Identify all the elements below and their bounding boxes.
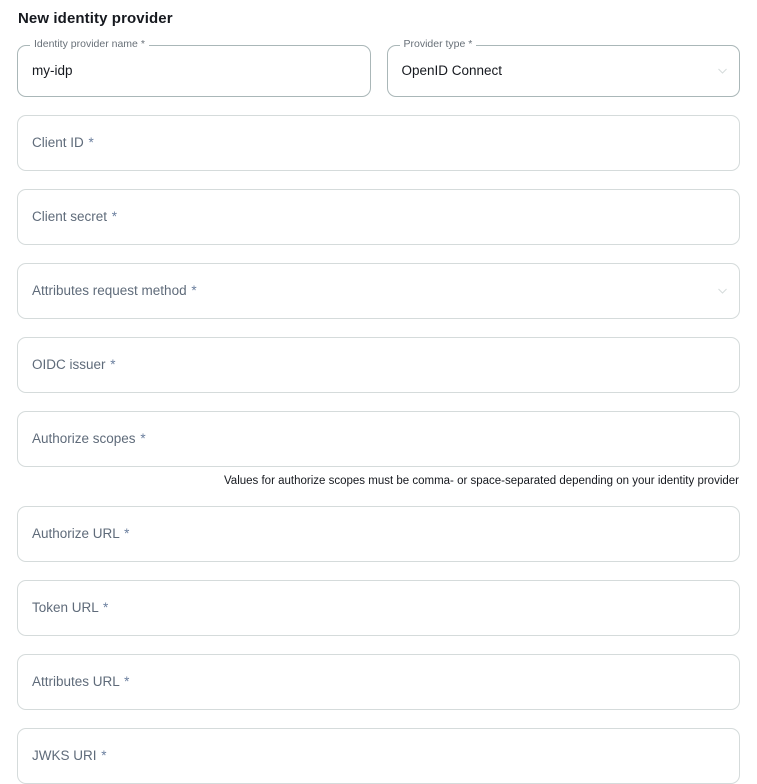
token-url-row xyxy=(17,580,740,636)
chevron-down-icon[interactable] xyxy=(718,67,727,76)
client-secret-row xyxy=(17,189,740,245)
chevron-down-icon[interactable] xyxy=(718,287,727,296)
client-id-input[interactable] xyxy=(17,115,740,171)
authorize-scopes-input[interactable] xyxy=(17,411,740,467)
authorize-scopes-row xyxy=(17,411,740,488)
authorize-scopes-field[interactable] xyxy=(17,411,740,467)
attributes-url-field[interactable] xyxy=(17,654,740,710)
attributes-url-row xyxy=(17,654,740,710)
oidc-issuer-placeholder: OIDC issuer * xyxy=(32,357,116,372)
client-id-field[interactable] xyxy=(17,115,740,171)
attributes-url-placeholder: Attributes URL * xyxy=(32,674,130,689)
token-url-input[interactable] xyxy=(17,580,740,636)
identity-provider-name-field[interactable] xyxy=(17,38,371,97)
identity-provider-name-label: Identity provider name * xyxy=(30,38,149,50)
jwks-uri-input[interactable] xyxy=(17,728,740,784)
provider-type-select[interactable] xyxy=(387,45,741,97)
token-url-placeholder: Token URL * xyxy=(32,600,109,615)
identity-provider-name-input[interactable] xyxy=(17,45,371,97)
attributes-request-method-placeholder: Attributes request method * xyxy=(32,283,197,298)
authorize-url-placeholder: Authorize URL * xyxy=(32,526,130,541)
attributes-request-method-row xyxy=(17,263,740,319)
authorize-url-row xyxy=(17,506,740,562)
page-title: New identity provider xyxy=(18,10,173,27)
form-row-name-and-type xyxy=(17,38,740,97)
oidc-issuer-input[interactable] xyxy=(17,337,740,393)
authorize-scopes-placeholder: Authorize scopes * xyxy=(32,431,146,446)
jwks-uri-placeholder: JWKS URI * xyxy=(32,748,107,763)
authorize-url-field[interactable] xyxy=(17,506,740,562)
oidc-issuer-field[interactable] xyxy=(17,337,740,393)
oidc-issuer-row xyxy=(17,337,740,393)
attributes-request-method-select[interactable] xyxy=(17,263,740,319)
identity-provider-name-value: my-idp xyxy=(32,63,73,78)
client-id-placeholder: Client ID * xyxy=(32,135,94,150)
client-secret-input[interactable] xyxy=(17,189,740,245)
provider-type-field[interactable] xyxy=(387,38,741,97)
client-secret-placeholder: Client secret * xyxy=(32,209,118,224)
jwks-uri-row xyxy=(17,728,740,784)
provider-type-label: Provider type * xyxy=(400,38,477,50)
authorize-scopes-hint: Values for authorize scopes must be comma- or space-separated depending on your identity provider xyxy=(223,475,739,487)
client-id-row xyxy=(17,115,740,171)
attributes-request-method-field[interactable] xyxy=(17,263,740,319)
authorize-url-input[interactable] xyxy=(17,506,740,562)
jwks-uri-field[interactable] xyxy=(17,728,740,784)
attributes-url-input[interactable] xyxy=(17,654,740,710)
client-secret-field[interactable] xyxy=(17,189,740,245)
token-url-field[interactable] xyxy=(17,580,740,636)
provider-type-value: OpenID Connect xyxy=(401,63,503,78)
